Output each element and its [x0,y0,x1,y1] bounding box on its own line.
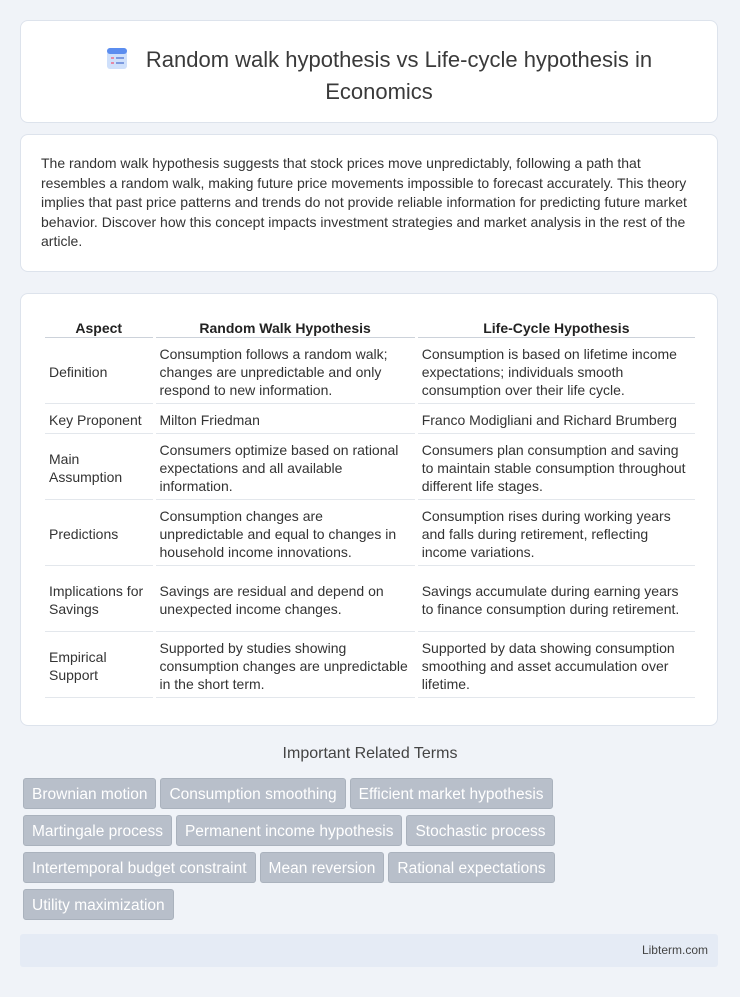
cell-life-cycle: Consumption is based on lifetime income expectations; individuals smooth consumption over their life cycle. [418,340,695,404]
tag-efficient-market-hypothesis[interactable]: Efficient market hypothesis [350,778,553,809]
tag-utility-maximization[interactable]: Utility maximization [23,889,174,920]
cell-life-cycle: Savings accumulate during earning years to finance consumption during retirement. [418,568,695,632]
tag-rational-expectations[interactable]: Rational expectations [388,852,554,883]
page-title [61,45,697,106]
cell-random-walk: Consumption changes are unpredictable and equal to changes in household income innovations. [156,502,415,566]
table-row [45,436,695,500]
cell-random-walk: Milton Friedman [156,406,415,434]
cell-life-cycle: Franco Modigliani and Richard Brumberg [418,406,695,434]
tag-permanent-income-hypothesis[interactable]: Permanent income hypothesis [176,815,403,846]
table-header-row [45,318,695,338]
table-row [45,568,695,632]
cell-aspect: Predictions [45,502,153,566]
cell-life-cycle: Consumers plan consumption and saving to maintain stable consumption throughout different life stages. [418,436,695,500]
cell-aspect: Main Assumption [45,436,153,500]
cell-random-walk: Savings are residual and depend on unexpected income changes. [156,568,415,632]
tag-stochastic-process[interactable]: Stochastic process [406,815,554,846]
cell-aspect: Implications for Savings [45,568,153,632]
comparison-card [20,293,718,726]
table-row [45,406,695,434]
cell-random-walk: Consumers optimize based on rational expectations and all available information. [156,436,415,500]
footer-bar [20,934,718,967]
intro-card [20,134,718,272]
header-card [20,20,718,123]
intro-text: The random walk hypothesis suggests that stock prices move unpredictably, following a path that resembles a random walk, making future price movements impossible to forecast accurately. This theory implies that past price patterns and trends do not provide reliable information for predicting future market behavior. Discover how this concept impacts investment strategies and market analysis in the rest of the article. [41,155,687,249]
cell-aspect: Key Proponent [45,406,153,434]
cell-aspect: Definition [45,340,153,404]
related-terms-list [23,778,583,926]
header-life-cycle: Life-Cycle Hypothesis [418,318,695,338]
comparison-table [42,316,698,700]
tag-mean-reversion[interactable]: Mean reversion [260,852,385,883]
table-row [45,634,695,698]
document-list-icon [106,46,128,77]
header-random-walk: Random Walk Hypothesis [156,318,415,338]
tag-consumption-smoothing[interactable]: Consumption smoothing [160,778,345,809]
tag-martingale-process[interactable]: Martingale process [23,815,172,846]
cell-life-cycle: Supported by data showing consumption smoothing and asset accumulation over lifetime. [418,634,695,698]
table-row [45,340,695,404]
cell-aspect: Empirical Support [45,634,153,698]
cell-random-walk: Consumption follows a random walk; changes are unpredictable and only respond to new information. [156,340,415,404]
footer-site-link[interactable]: Libterm.com [641,943,708,957]
tag-intertemporal-budget-constraint[interactable]: Intertemporal budget constraint [23,852,256,883]
tag-brownian-motion[interactable]: Brownian motion [23,778,156,809]
related-terms-title: Important Related Terms [282,745,458,762]
cell-life-cycle: Consumption rises during working years and falls during retirement, reflecting income variations. [418,502,695,566]
page-title-text: Random walk hypothesis vs Life-cycle hypothesis in Economics [145,47,653,104]
header-aspect: Aspect [45,318,153,338]
cell-random-walk: Supported by studies showing consumption changes are unpredictable in the short term. [156,634,415,698]
table-row [45,502,695,566]
